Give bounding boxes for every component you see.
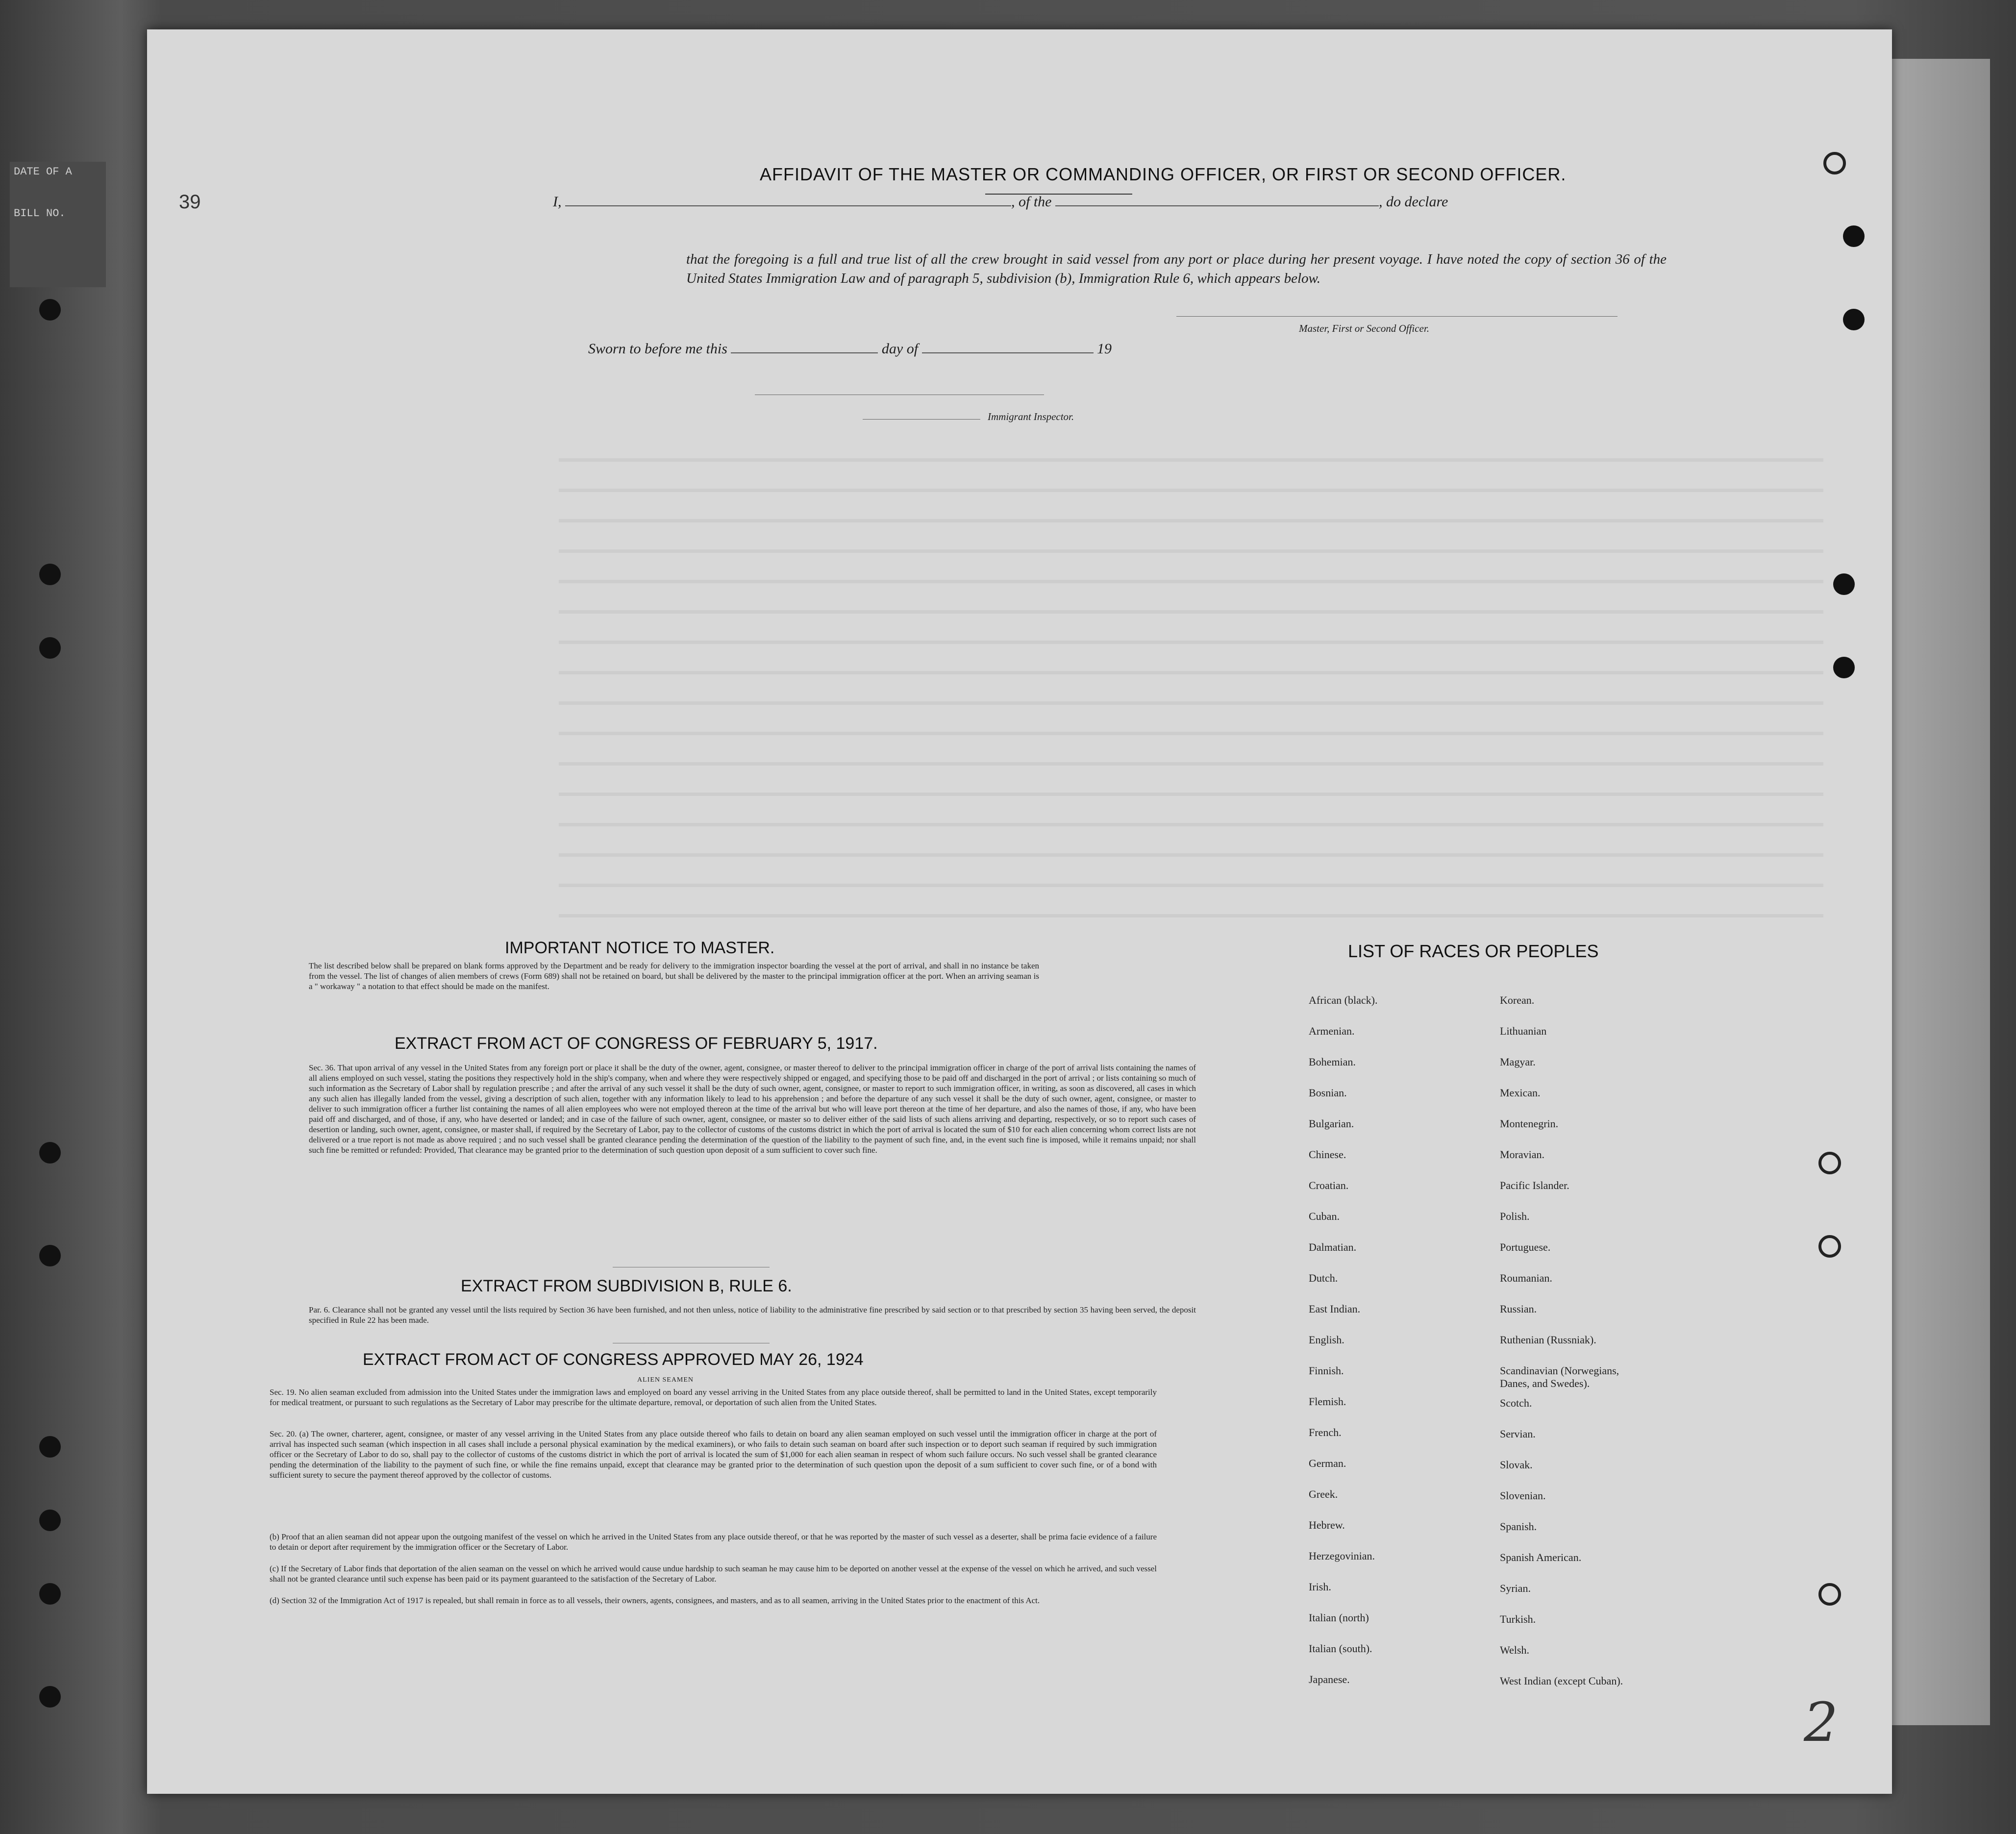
race-left-item: Flemish. [1309, 1395, 1346, 1408]
race-left-item: German. [1309, 1457, 1346, 1469]
race-right-item: Slovak. [1500, 1459, 1533, 1471]
of-the-label: , of the [1011, 194, 1052, 210]
race-left-item: Italian (north) [1309, 1611, 1369, 1624]
binder-hole-icon [39, 1686, 61, 1708]
race-left-item: Irish. [1309, 1581, 1331, 1593]
race-left-item: Armenian. [1309, 1025, 1355, 1037]
race-left-item: Finnish. [1309, 1364, 1344, 1377]
year-label: 19 [1097, 341, 1112, 357]
race-left-item: Chinese. [1309, 1148, 1346, 1161]
race-left-item: Herzegovinian. [1309, 1550, 1375, 1562]
binder-hole-icon [39, 1436, 61, 1458]
race-right-item: Russian. [1500, 1303, 1537, 1315]
race-right-item: Mexican. [1500, 1087, 1541, 1099]
extract-1924-sec19: Sec. 19. No alien seaman excluded from admission into the United States under the immigration laws and employed on board any vessel arriving in the United States from any place outside thereof, shall be permitted to land in the United States, except temporarily for medical treatment, or pursuant to such regulations as the Secretary of Labor may prescribe for the ultimate departure, removal, or deportation of such alien from the United States. [270, 1388, 1157, 1407]
race-right-item: Scotch. [1500, 1397, 1532, 1409]
race-left-item: Japanese. [1309, 1673, 1350, 1685]
race-left-item: Bulgarian. [1309, 1117, 1354, 1130]
extract-1924-sec20c: (c) If the Secretary of Labor finds that deportation of the alien seaman on the vessel on which he arrived would cause undue hardship to such seaman he may cause him to be deported on another vessel at the expense of the vessel on which he arrived, and such vessel shall not be granted clearance until such expense has been paid or its payment guaranteed to the satisfaction of the Secretary of Labor. [270, 1564, 1157, 1584]
race-right-item: Pacific Islander. [1500, 1179, 1569, 1191]
punch-hole-icon [1818, 1583, 1841, 1606]
race-right-item: Slovenian. [1500, 1489, 1546, 1502]
race-right-item: Syrian. [1500, 1582, 1531, 1594]
race-left-item: English. [1309, 1334, 1344, 1346]
stamp-line-1: DATE OF A [14, 166, 72, 178]
extract-1917-body: Sec. 36. That upon arrival of any vessel in the United States from any foreign port or place it shall be the duty of the owner, agent, consignee, or master thereof to deliver to the principal immigration officer in charge of the port of arrival lists containing the names of all aliens employed on such vessel, stating the positions they respectively hold in the ship's company, when and where they were respectively shipped or engaged, and specifying those to be paid off and discharged in the port of arrival ; or lists containing so much of such information as the Secretary of Labor shall by regulation prescribe ; and after the arrival of any such vessel it shall be the duty of such owner, agent, consignee, or master to report to such immigration officer, in writing, as soon as discovered, all cases in which any such alien has illegally landed from the vessel, giving a description of such alien, together with any information likely to lead to his apprehension ; and before the departure of any such vessel it shall be the duty of such owner, agent, consignee, or master to deliver to such immigration officer a further list containing the names of all alien employees who were not employed thereon at the time of the arrival but who will leave port thereon at the time of her departure, and also the names of those, if any, who have been paid off and discharged, and of those, if any, who have deserted or landed; and in case of the failure of such owner, agent, consignee, or master so to deliver either of the said lists of such aliens arriving and departing, respectively, or so to report such cases of desertion or landing, such owner, agent, consignee, or master shall, if required by the Secretary of Labor, pay to the collector of customs of the customs district in which the port of arrival is located the sum of $10 for each alien concerning whom correct lists are not delivered or a true report is not made as above required ; and no such vessel shall be granted clearance pending the determination of the question of the liability to the payment of such fine, and, in the event such fine is imposed, while it remains unpaid; nor shall such fine be remitted or refunded: Provided, That clearance may be granted prior to the determination of such question upon deposit of a sum sufficient to cover such fine. [309, 1063, 1196, 1155]
race-left-item: Hebrew. [1309, 1519, 1345, 1531]
race-right-item: Moravian. [1500, 1148, 1545, 1161]
race-left-item: Greek. [1309, 1488, 1338, 1500]
punch-hole-icon [1823, 152, 1846, 174]
i-label: I, [553, 194, 562, 210]
race-right-item: Ruthenian (Russniak). [1500, 1334, 1596, 1346]
race-left-item: French. [1309, 1426, 1342, 1438]
race-right-item: Portuguese. [1500, 1241, 1551, 1253]
race-right-item: Scandinavian (Norwegians, Danes, and Swedes). [1500, 1364, 1619, 1389]
binder-hole-icon [39, 1245, 61, 1266]
extract-1924-sec20d: (d) Section 32 of the Immigration Act of 1917 is repealed, but shall remain in force as to all vessels, their owners, agents, consignees, and masters, and as to all seamen, arriving in the United States prior to the enactment of this Act. [270, 1596, 1040, 1605]
sworn-label: Sworn to before me this [588, 341, 727, 357]
punch-hole-icon [1818, 1235, 1841, 1258]
date-stamp [10, 162, 106, 287]
race-left-item: African (black). [1309, 994, 1378, 1006]
extract-1917-title: EXTRACT FROM ACT OF CONGRESS OF FEBRUARY 5, 1917. [395, 1034, 878, 1053]
punch-hole-icon [1843, 309, 1865, 330]
race-left-item: Bosnian. [1309, 1087, 1347, 1099]
stamp-line-2: BILL NO. [14, 207, 66, 220]
month-blank [922, 352, 1094, 353]
extract-rule6-title: EXTRACT FROM SUBDIVISION B, RULE 6. [461, 1277, 792, 1295]
race-right-item: Magyar. [1500, 1056, 1536, 1068]
binder-hole-icon [39, 299, 61, 321]
handwritten-page-number: 2 [1804, 1691, 1838, 1754]
binder-hole-icon [39, 1142, 61, 1164]
race-right-item: Polish. [1500, 1210, 1530, 1222]
bleed-through-rows [559, 431, 1823, 921]
binder-hole-icon [39, 637, 61, 659]
declare-label: , do declare [1379, 194, 1448, 210]
punch-hole-icon [1833, 657, 1855, 678]
inspector-label: Immigrant Inspector. [988, 411, 1074, 422]
race-left-item: Bohemian. [1309, 1056, 1356, 1068]
extract-1924-sec20b: (b) Proof that an alien seaman did not appear upon the outgoing manifest of the vessel on which he arrived in the United States from any place outside thereof, or that he was reported by the master of such vessel as a deserter, shall be prima facie evidence of a failure to detain or deport after requirement by the immigration officer or the Secretary of Labor. [270, 1532, 1157, 1552]
day-blank [731, 352, 878, 353]
notice-title: IMPORTANT NOTICE TO MASTER. [505, 939, 775, 957]
margin-number: 39 [179, 191, 201, 213]
punch-hole-icon [1818, 1152, 1841, 1174]
master-signature-line [1176, 316, 1618, 317]
punch-hole-icon [1833, 573, 1855, 595]
race-left-item: Italian (south). [1309, 1642, 1372, 1655]
binder-hole-icon [39, 1583, 61, 1605]
extract-1924-subtitle: ALIEN SEAMEN [637, 1376, 694, 1384]
sworn-line [588, 341, 1112, 357]
extract-rule6-body: Par. 6. Clearance shall not be granted any vessel until the lists required by Section 36 have been furnished, and not then unless, notice of liability to the administrative fine prescribed by said section or to that prescribed by section 35 having been served, the deposit specified in Rule 22 has been made. [309, 1305, 1196, 1325]
race-right-item: Spanish American. [1500, 1551, 1582, 1563]
affidavit-statement: that the foregoing is a full and true list of all the crew brought in said vessel from any port or place during her present voyage. I have noted the copy of section 36 of the United States Immigration Law and of paragraph 5, subdivision (b), Immigration Rule 6, which appears below. [686, 251, 1667, 286]
race-right-item: Spanish. [1500, 1520, 1537, 1533]
day-of-label: day of [881, 341, 919, 357]
race-right-item: Servian. [1500, 1428, 1536, 1440]
extract-1924-sec20a: Sec. 20. (a) The owner, charterer, agent, consignee, or master of any vessel arriving in the United States from any place outside thereof who fails to detain on board any alien seaman employed on such vessel until the immigration officer in charge at the port of arrival has inspected such seaman (which inspection in all cases shall include a personal physical examination by the medical examiners), or who fails to detain such seaman on board after such inspection or to deport such seaman if required by such immigration officer or the Secretary of Labor to do so, shall pay to the collector of customs of the customs district in which the port of arrival is located the sum of $1,000 for each alien seaman in respect of whom such failure occurs. No such vessel shall be granted clearance pending the determination of the liability to the payment of such fine, or while the fine remains unpaid, except that clearance may be granted prior to the determination of such question upon the deposit of a sum sufficient to cover such fine, or of a bond with sufficient surety to secure the payment thereof approved by the collector of customs. [270, 1429, 1157, 1480]
manifest-page [147, 29, 1892, 1794]
master-label: Master, First or Second Officer. [1299, 322, 1429, 334]
declaration-line [553, 194, 1448, 210]
race-right-item: Korean. [1500, 994, 1535, 1006]
vessel-blank [1055, 205, 1379, 206]
race-left-item: Dutch. [1309, 1272, 1338, 1284]
binder-hole-icon [39, 564, 61, 585]
name-blank [565, 205, 1011, 206]
race-right-item: Turkish. [1500, 1613, 1536, 1625]
race-left-item: Cuban. [1309, 1210, 1340, 1222]
affidavit-title: AFFIDAVIT OF THE MASTER OR COMMANDING OFFICER, OR FIRST OR SECOND OFFICER. [760, 164, 1567, 184]
race-right-item: Lithuanian [1500, 1025, 1547, 1037]
punch-hole-icon [1843, 225, 1865, 247]
race-right-item: Welsh. [1500, 1644, 1529, 1656]
races-title: LIST OF RACES OR PEOPLES [1348, 941, 1599, 961]
extract-1924-title: EXTRACT FROM ACT OF CONGRESS APPROVED MAY 26, 1924 [363, 1350, 864, 1369]
binder-hole-icon [39, 1510, 61, 1531]
notice-body: The list described below shall be prepared on blank forms approved by the Department and be ready for delivery to the immigration inspector boarding the vessel at the port of arrival, and shall in no instance be taken from the vessel. The list of changes of alien members of crews (Form 689) shall not be retained on board, but shall be delivered by the master to the principal immigration officer at the port. When an arriving seaman is a " workaway " a notation to that effect should be made on the manifest. [309, 961, 1039, 991]
race-left-item: Dalmatian. [1309, 1241, 1357, 1253]
race-right-item: West Indian (except Cuban). [1500, 1675, 1623, 1687]
inspector-short-line [863, 419, 980, 420]
race-left-item: East Indian. [1309, 1303, 1361, 1315]
race-right-item: Montenegrin. [1500, 1117, 1559, 1130]
race-right-item: Roumanian. [1500, 1272, 1552, 1284]
race-left-item: Croatian. [1309, 1179, 1349, 1191]
